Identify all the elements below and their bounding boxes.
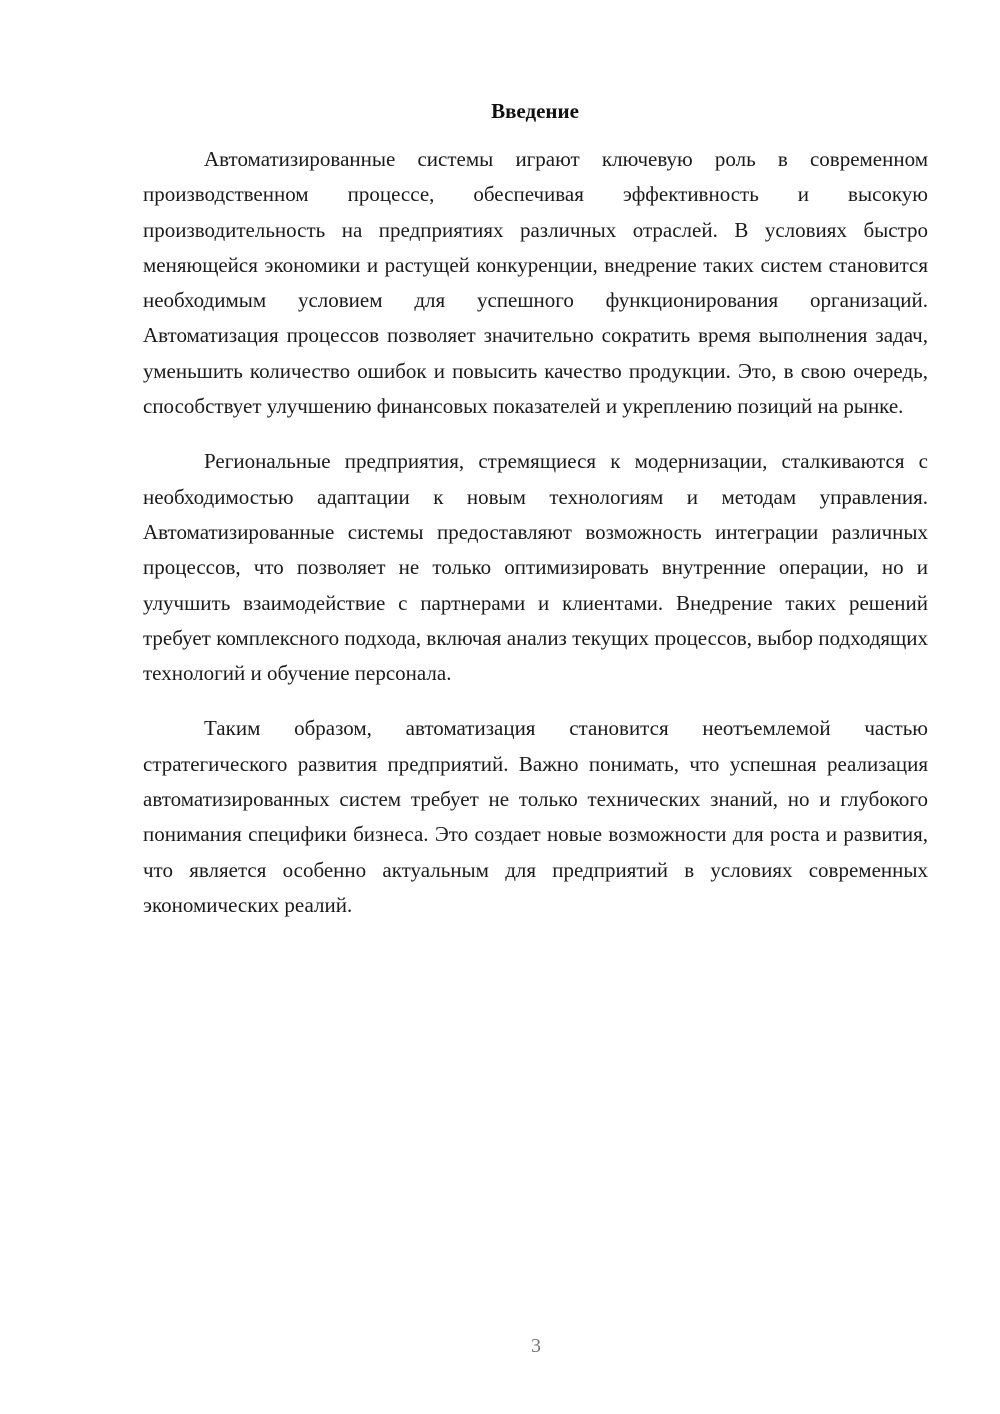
page-number: 3 [531,1335,541,1357]
section-title: Введение [491,99,579,123]
paragraph-3: Таким образом, автоматизация становится неотъемлемой частью стратегического развития предприятий. Важно понимать, что успешная реализация автоматизированных систем требует не только технических знаний, но и глубокого понимания специфики бизнеса. Это создает новые возможности для роста и развития, что является особенно актуальным для предприятий в условиях современных экономических реалий. [143,716,928,917]
paragraph-1: Автоматизированные системы играют ключевую роль в современном производственном процессе, обеспечивая эффективность и высокую производительность на предприятиях различных отраслей. В условиях быстро меняющейся экономики и растущей конкуренции, внедрение таких систем становится необходимым условием для успешного функционирования организаций. Автоматизация процессов позволяет значительно сократить время выполнения задач, уменьшить количество ошибок и повысить качество продукции. Это, в свою очередь, способствует улучшению финансовых показателей и укреплению позиций на рынке. [143,147,928,419]
paragraph-2: Региональные предприятия, стремящиеся к модернизации, сталкиваются с необходимостью адаптации к новым технологиям и методам управления. Автоматизированные системы предоставляют возможность интеграции различных процессов, что позволяет не только оптимизировать внутренние операции, но и улучшить взаимодействие с партнерами и клиентами. Внедрение таких решений требует комплексного подхода, включая анализ текущих процессов, выбор подходящих технологий и обучение персонала. [143,449,928,686]
body-text [143,142,928,923]
